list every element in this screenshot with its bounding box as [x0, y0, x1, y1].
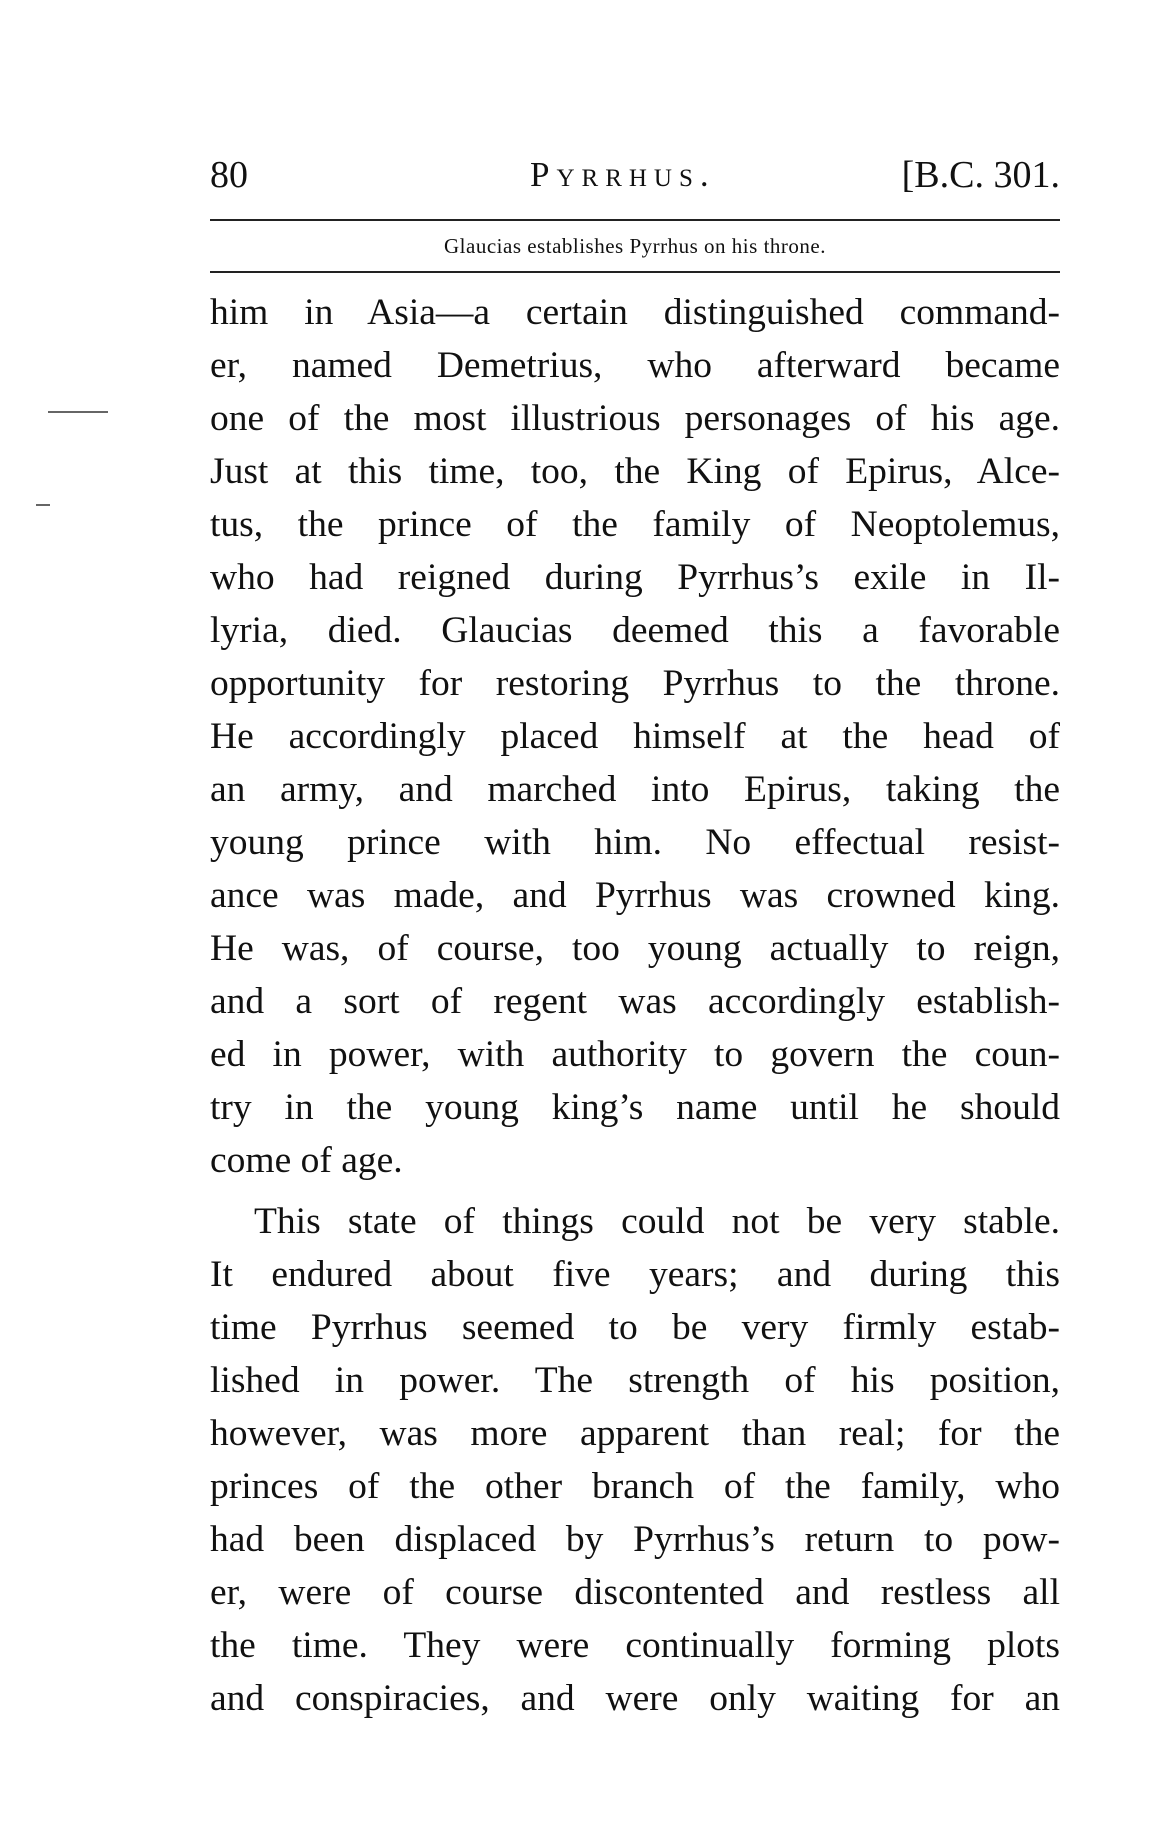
- header-rule: [210, 219, 1060, 221]
- text-line: er, named Demetrius, who afterward became: [210, 345, 1060, 386]
- text-line: He was, of course, too young actually to reign,: [210, 928, 1060, 969]
- text-line: young prince with him. No effectual resist-: [210, 822, 1060, 863]
- running-title: Pyrrhus.: [530, 155, 716, 194]
- text-line: tus, the prince of the family of Neoptolemus,: [210, 504, 1060, 545]
- text-line: him in Asia—a certain distinguished command-: [210, 292, 1060, 333]
- text-line: This state of things could not be very stable.: [254, 1201, 1060, 1242]
- text-line: He accordingly placed himself at the head of: [210, 716, 1060, 757]
- body-text: [210, 286, 1060, 1725]
- text-line: opportunity for restoring Pyrrhus to the throne.: [210, 663, 1060, 704]
- subheading-rule: [210, 271, 1060, 273]
- text-line: however, was more apparent than real; for the: [210, 1413, 1060, 1454]
- paragraph-spacer: [210, 1187, 1060, 1195]
- chapter-subheading: Glaucias establishes Pyrrhus on his throne.: [444, 234, 826, 258]
- text-line: an army, and marched into Epirus, taking the: [210, 769, 1060, 810]
- date-marker: [B.C. 301.: [901, 154, 1060, 196]
- text-line: It endured about five years; and during this: [210, 1254, 1060, 1295]
- text-line: time Pyrrhus seemed to be very firmly estab-: [210, 1307, 1060, 1348]
- text-line: come of age.: [210, 1140, 403, 1181]
- text-line: the time. They were continually forming plots: [210, 1625, 1060, 1666]
- text-line: who had reigned during Pyrrhus’s exile in Il-: [210, 557, 1060, 598]
- margin-mark: [36, 504, 50, 506]
- text-line: princes of the other branch of the family, who: [210, 1466, 1060, 1507]
- page-header: [210, 150, 1060, 200]
- text-line: lyria, died. Glaucias deemed this a favorable: [210, 610, 1060, 651]
- text-line: and conspiracies, and were only waiting for an: [210, 1678, 1060, 1719]
- text-line: er, were of course discontented and restless all: [210, 1572, 1060, 1613]
- text-line: Just at this time, too, the King of Epirus, Alce-: [210, 451, 1060, 492]
- text-line: try in the young king’s name until he should: [210, 1087, 1060, 1128]
- text-line: one of the most illustrious personages of his age.: [210, 398, 1060, 439]
- margin-mark: [48, 411, 108, 413]
- text-line: had been displaced by Pyrrhus’s return to pow-: [210, 1519, 1060, 1560]
- text-line: ed in power, with authority to govern the coun-: [210, 1034, 1060, 1075]
- text-line: ance was made, and Pyrrhus was crowned king.: [210, 875, 1060, 916]
- text-line: lished in power. The strength of his position,: [210, 1360, 1060, 1401]
- page-number: 80: [210, 154, 248, 196]
- text-line: and a sort of regent was accordingly establish-: [210, 981, 1060, 1022]
